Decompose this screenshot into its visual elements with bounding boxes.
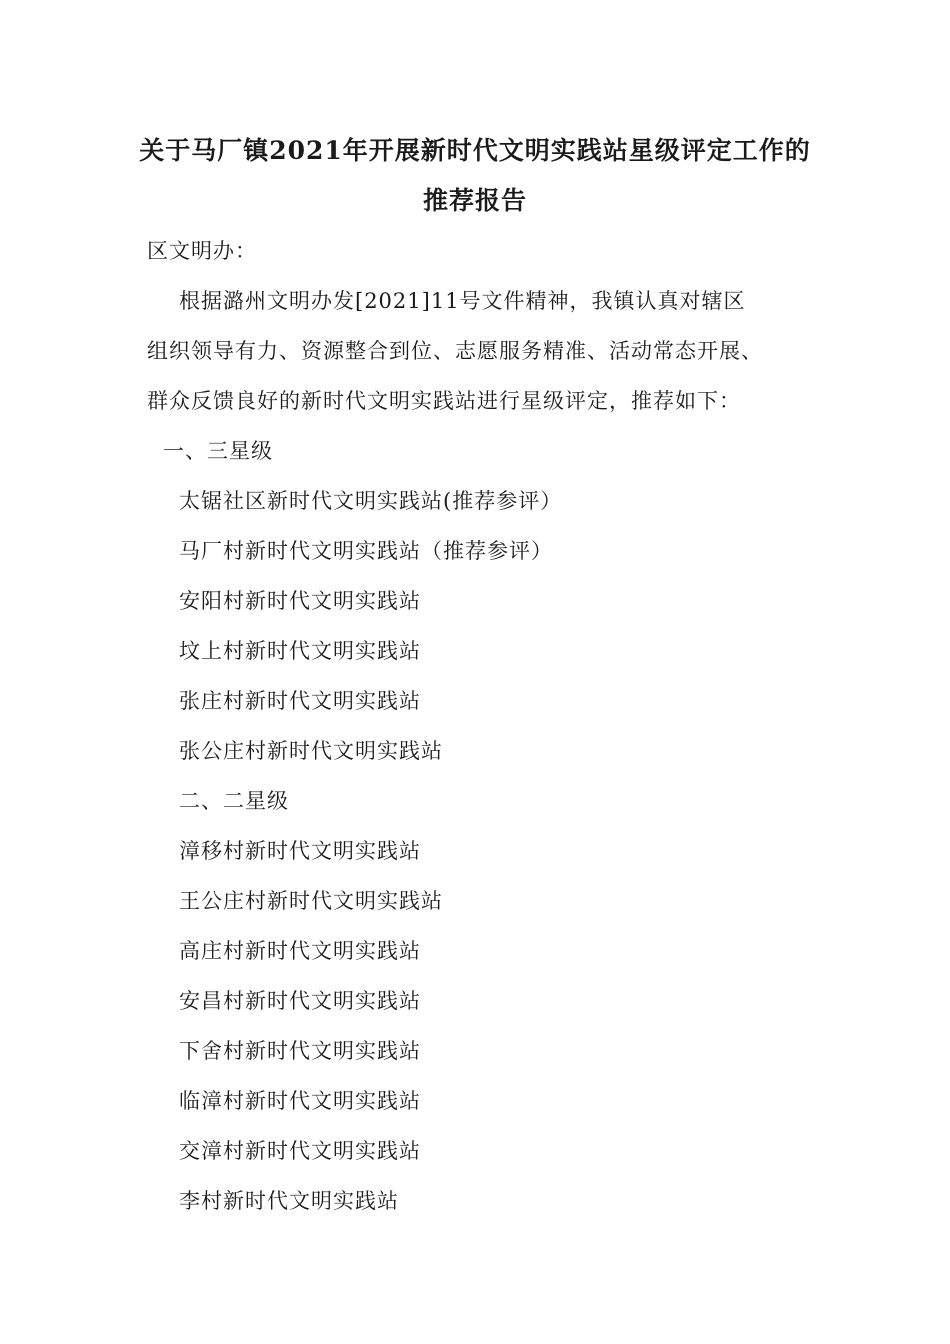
list-item: 高庄村新时代文明实践站: [179, 939, 421, 963]
list-item: 临漳村新时代文明实践站: [179, 1089, 421, 1113]
list-item: 交漳村新时代文明实践站: [179, 1139, 421, 1163]
document-title-line-2: 推荐报告: [422, 186, 527, 215]
section-heading-two-star: 二、二星级: [179, 789, 289, 813]
list-item: 马厂村新时代文明实践站（推荐参评）: [179, 539, 553, 563]
list-item: 漳移村新时代文明实践站: [179, 839, 421, 863]
body-paragraph-line-3: 群众反馈良好的新时代文明实践站进行星级评定，推荐如下：: [147, 389, 741, 413]
body-paragraph-line-1: 根据潞州文明办发[2021]11号文件精神，我镇认真对辖区: [179, 289, 746, 313]
list-item: 李村新时代文明实践站: [179, 1189, 399, 1213]
list-item: 下舍村新时代文明实践站: [179, 1039, 421, 1063]
list-item: 坟上村新时代文明实践站: [179, 639, 421, 663]
salutation: 区文明办：: [147, 239, 257, 263]
section-heading-three-star: 一、三星级: [163, 439, 273, 463]
body-paragraph-line-2: 组织领导有力、资源整合到位、志愿服务精准、活动常态开展、: [147, 339, 763, 363]
list-item: 太锯社区新时代文明实践站(推荐参评）: [179, 489, 563, 513]
list-item: 张庄村新时代文明实践站: [179, 689, 421, 713]
list-item: 张公庄村新时代文明实践站: [179, 739, 443, 763]
document-title-line-1: 关于马厂镇2021年开展新时代文明实践站星级评定工作的: [139, 136, 811, 165]
list-item: 安阳村新时代文明实践站: [179, 589, 421, 613]
list-item: 王公庄村新时代文明实践站: [179, 889, 443, 913]
list-item: 安昌村新时代文明实践站: [179, 989, 421, 1013]
